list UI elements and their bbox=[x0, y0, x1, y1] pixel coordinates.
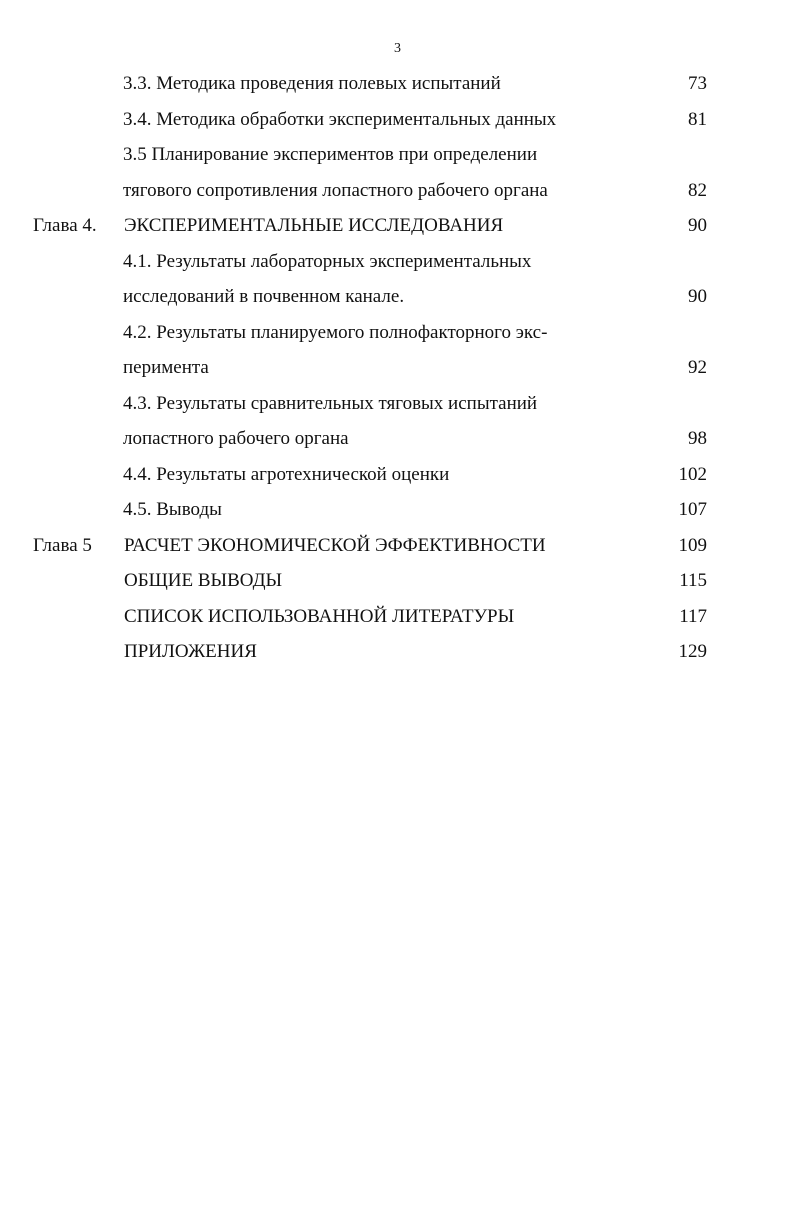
toc-entry-4-5 bbox=[0, 492, 795, 528]
toc-page-number: 117 bbox=[679, 605, 707, 627]
toc-page-number: 107 bbox=[678, 499, 707, 520]
toc-entry-4-2 bbox=[0, 315, 795, 351]
toc-entry-text: 3.4. Методика обработки экспериментальных данных bbox=[123, 108, 557, 130]
toc-page-number: 109 bbox=[678, 534, 707, 556]
toc-entry-text: 4.2. Результаты планируемого полнофакторного экс- bbox=[123, 321, 548, 343]
toc-page-number: 90 bbox=[688, 215, 707, 236]
toc-page-number: 81 bbox=[688, 108, 707, 130]
toc-entry-text: 4.1. Результаты лабораторных экспериментальных bbox=[123, 250, 532, 272]
toc-entry-3-5 bbox=[0, 137, 795, 173]
toc-entry-text: ЭКСПЕРИМЕНТАЛЬНЫЕ ИССЛЕДОВАНИЯ bbox=[124, 215, 504, 236]
toc-entry-chapter-5 bbox=[0, 528, 795, 564]
toc-entry-text: лопастного рабочего органа bbox=[123, 428, 349, 449]
toc-page-number: 82 bbox=[688, 179, 707, 201]
toc-entry-chapter-4 bbox=[0, 208, 795, 244]
toc-page-number: 90 bbox=[688, 286, 707, 307]
toc-entry-3-4 bbox=[0, 102, 795, 138]
toc-page-number: 92 bbox=[688, 357, 707, 378]
toc-page-number: 115 bbox=[679, 570, 707, 591]
toc-entry-4-3-cont bbox=[0, 421, 795, 457]
toc-entry-text: тягового сопротивления лопастного рабочего органа bbox=[123, 179, 548, 201]
toc-entry-text: перимента bbox=[123, 357, 209, 378]
toc-chapter-label: Глава 5 bbox=[33, 534, 92, 556]
toc-entry-4-3 bbox=[0, 386, 795, 422]
toc-page-number: 98 bbox=[688, 428, 707, 449]
toc-entry-text: ОБЩИЕ ВЫВОДЫ bbox=[124, 570, 283, 591]
table-of-contents bbox=[0, 66, 795, 670]
toc-entry-text: РАСЧЕТ ЭКОНОМИЧЕСКОЙ ЭФФЕКТИВНОСТИ bbox=[124, 534, 546, 556]
toc-entry-text: 4.4. Результаты агротехнической оценки bbox=[123, 463, 450, 485]
toc-page-number: 73 bbox=[688, 73, 707, 94]
toc-entry-references bbox=[0, 599, 795, 635]
toc-entry-text: 4.5. Выводы bbox=[123, 499, 222, 520]
toc-entry-text: 3.3. Методика проведения полевых испытаний bbox=[123, 73, 501, 94]
toc-entry-3-3 bbox=[0, 66, 795, 102]
toc-entry-general-conclusions bbox=[0, 563, 795, 599]
toc-entry-4-4 bbox=[0, 457, 795, 493]
toc-entry-text: СПИСОК ИСПОЛЬЗОВАННОЙ ЛИТЕРАТУРЫ bbox=[124, 605, 515, 627]
toc-entry-4-1 bbox=[0, 244, 795, 280]
toc-page-number: 129 bbox=[678, 641, 707, 662]
toc-page-number: 102 bbox=[678, 463, 707, 485]
toc-entry-4-1-cont bbox=[0, 279, 795, 315]
page-number: 3 bbox=[394, 41, 401, 56]
toc-entry-4-2-cont bbox=[0, 350, 795, 386]
toc-entry-text: 3.5 Планирование экспериментов при определении bbox=[123, 144, 538, 165]
toc-entry-text: 4.3. Результаты сравнительных тяговых испытаний bbox=[123, 392, 538, 414]
toc-entry-text: ПРИЛОЖЕНИЯ bbox=[124, 641, 257, 662]
toc-entry-text: исследований в почвенном канале. bbox=[123, 286, 405, 307]
toc-entry-appendices bbox=[0, 634, 795, 670]
toc-entry-3-5-cont bbox=[0, 173, 795, 209]
toc-chapter-label: Глава 4. bbox=[33, 215, 97, 236]
